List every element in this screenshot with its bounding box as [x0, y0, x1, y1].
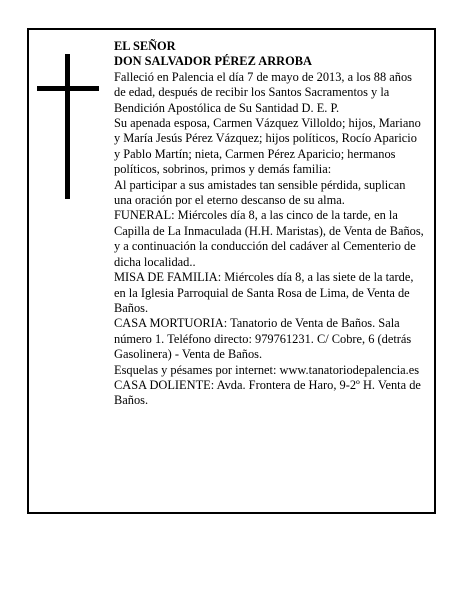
online-condolences: Esquelas y pésames por internet: www.tanatoriodepalencia.es: [114, 362, 420, 377]
cross-vertical-bar: [65, 54, 70, 199]
prayer-request: Al participar a sus amistades tan sensible pérdida, suplican una oración por el eterno descanso de su alma.: [114, 177, 406, 208]
family-home-info: CASA DOLIENTE: Avda. Frontera de Haro, 9-2º H. Venta de Baños.: [114, 377, 421, 408]
deceased-name: DON SALVADOR PÉREZ ARROBA: [114, 54, 312, 69]
funeral-info: FUNERAL: Miércoles día 8, a las cinco de la tarde, en la Capilla de La Inmaculada (H.H. Maristas), de Venta de Baños, y a continuación la conducción del cadáver al Cementerio de dicha localidad..: [114, 208, 424, 269]
funeral-home-info: CASA MORTUORIA: Tanatorio de Venta de Baños. Sala número 1. Teléfono directo: 979761231. C/ Cobre, 6 (detrás Gasolinera) - Venta de Baños.: [114, 316, 412, 362]
obituary-text: [114, 39, 426, 409]
cross-icon: [37, 54, 99, 199]
family-mass-info: MISA DE FAMILIA: Miércoles día 8, a las siete de la tarde, en la Iglesia Parroquial de Santa Rosa de Lima, de Venta de Baños.: [114, 270, 414, 315]
family-paragraph: Su apenada esposa, Carmen Vázquez Villoldo; hijos, Mariano y María Jesús Pérez Vázquez; hijos políticos, Rocío Aparicio y Pablo Martín; nieta, Carmen Pérez Aparicio; hermanos políticos, sobrinos, primos y demás familia:: [114, 116, 421, 177]
cross-horizontal-bar: [37, 86, 99, 91]
title-line-1: EL SEÑOR: [114, 39, 176, 53]
death-announcement: Falleció en Palencia el día 7 de mayo de 2013, a los 88 años de edad, después de recibir los Santos Sacramentos y la Bendición Apostólica de Su Santidad D. E. P.: [114, 69, 412, 115]
